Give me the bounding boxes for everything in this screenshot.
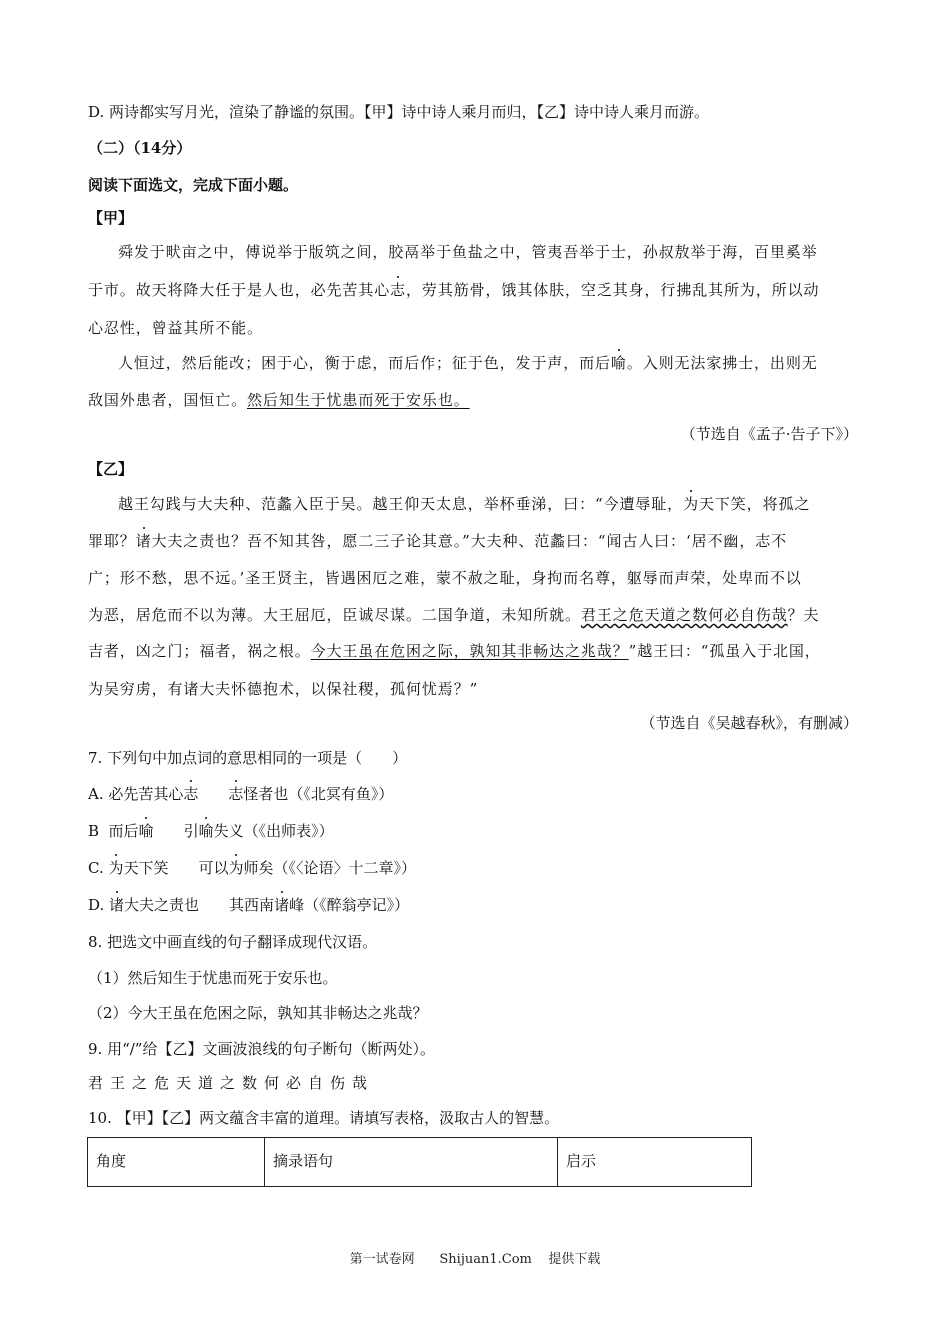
text-segment: 失义（《出师表》）	[213, 822, 334, 840]
prev-question-option-d: D. 两诗都实写月光，渲染了静谧的氛围。【甲】诗中诗人乘月而归，【乙】诗中诗人乘月而游。	[88, 103, 710, 121]
text-segment: 引	[153, 822, 199, 840]
text-segment: ？夫	[787, 606, 820, 624]
passage-yi-line	[88, 605, 819, 625]
question-9-stem: 9. 用“/”给【乙】文画波浪线的句子断句（断两处）。	[88, 1040, 435, 1058]
dotted-char: 诸	[274, 896, 290, 914]
passage-yi-line	[88, 531, 787, 551]
wavy-sentence: 君王之危天道之数何必自伤哉	[580, 606, 788, 624]
passage-yi-line	[118, 494, 810, 514]
page-footer: 第一试卷网 Shijuan1.Com 提供下载	[349, 1252, 601, 1267]
passage-yi-line: 广；形不愁，思不远。’圣王贤主，皆遇困厄之难，蒙不赦之耻，身拘而名尊，躯辱而声荣，处卑而不以	[88, 569, 802, 587]
text-segment: 人恒过，然后能改；困于心，衡于虑，而后作；征于色，发于声，而后	[118, 354, 611, 372]
dotted-char: 为	[228, 859, 244, 877]
passage-jia-line	[88, 280, 819, 300]
underlined-sentence: 今大王虽在危困之际，孰知其非畅达之兆哉？	[310, 642, 629, 660]
underlined-sentence: 然后知生于忧患而死于安乐也。	[247, 391, 470, 409]
text-segment: 天下笑 可以	[123, 859, 229, 877]
text-segment: B 而后	[88, 822, 139, 840]
text-segment: 敌国外患者，国恒亡。	[88, 391, 248, 409]
question-8-sentence-2: （2）今大王虽在危困之际，孰知其非畅达之兆哉？	[88, 1004, 428, 1022]
reading-instruction: 阅读下面选文，完成下面小题。	[88, 176, 299, 194]
dotted-char: 为	[683, 495, 699, 513]
text-segment: D.	[88, 896, 110, 914]
passage-yi-source: （节选自《吴越春秋》，有删减）	[640, 714, 858, 732]
text-segment: 大夫之责也 其西南	[124, 896, 275, 914]
question-9-sentence: 君王之危天道之数何必自伤哉	[88, 1074, 375, 1092]
question-10-stem: 10. 【甲】【乙】两文蕴含丰富的道理。请填写表格，汲取古人的智慧。	[88, 1109, 560, 1127]
passage-jia-label: 【甲】	[88, 209, 134, 227]
table-header-quote: 摘录语句	[265, 1138, 558, 1187]
dotted-char: 诸	[109, 896, 125, 914]
question-7-stem: 7. 下列句中加点词的意思相同的一项是（ ）	[88, 749, 408, 767]
text-segment: ，劳其筋骨，饿其体肤，空乏其身，行拂乱其所为，所以动	[406, 281, 820, 299]
text-segment: 怪者也（《北冥有鱼》）	[243, 785, 394, 803]
question-7-option-d	[88, 895, 409, 915]
question-7-option-c	[88, 858, 416, 878]
text-segment: C.	[88, 859, 109, 877]
passage-jia-line: 心忍性，曾益其所不能。	[88, 319, 263, 337]
passage-jia-line	[118, 353, 818, 373]
question-7-option-a	[88, 784, 393, 804]
dotted-char: 为	[108, 859, 124, 877]
dotted-char: 诸	[135, 532, 152, 550]
dotted-char: 志	[228, 785, 244, 803]
passage-jia-line: 舜发于畎亩之中，傅说举于版筑之间，胶鬲举于鱼盐之中，管夷吾举于士，孙叔敖举于海，百里奚举	[118, 243, 818, 261]
passage-yi-line: 为吴穷虏，有诸大夫怀德抱术，以保社稷，孤何忧焉？”	[88, 680, 479, 698]
passage-yi-line	[88, 641, 821, 661]
table-header-insight: 启示	[558, 1138, 752, 1187]
passage-yi-label: 【乙】	[88, 460, 134, 478]
text-segment: 峰（《醉翁亭记》）	[289, 896, 410, 914]
question-8-sentence-1: （1）然后知生于忧患而死于安乐也。	[88, 969, 338, 987]
dotted-char: 喻	[138, 822, 154, 840]
text-segment: 于市。故天将降大任于是人也，必先苦其心	[88, 281, 391, 299]
text-segment: 天下笑，将孤之	[698, 495, 811, 513]
question-8-stem: 8. 把选文中画直线的句子翻译成现代汉语。	[88, 933, 378, 951]
table-row	[88, 1138, 752, 1187]
section-title: （二）（14分）	[88, 139, 192, 157]
dotted-char: 志	[390, 281, 407, 299]
text-segment: 为恶，居危而不以为薄。大王屈厄，臣诚尽谋。二国争道，未知所就。	[88, 606, 581, 624]
question-7-option-b	[88, 821, 334, 841]
table-header-angle: 角度	[88, 1138, 265, 1187]
dotted-char: 喻	[198, 822, 214, 840]
text-segment: A. 必先苦其心	[88, 785, 184, 803]
text-segment: 罪耶？	[88, 532, 136, 550]
dotted-char: 志	[183, 785, 199, 803]
answer-table	[87, 1137, 752, 1187]
passage-jia-source: （节选自《孟子·告子下》）	[680, 425, 858, 443]
text-segment: 师矣（《〈论语〉十二章》）	[243, 859, 417, 877]
text-segment	[198, 785, 228, 803]
text-segment: 吉者，凶之门；福者，祸之根。	[88, 642, 311, 660]
text-segment: 越王勾践与大夫种、范蠡入臣于吴。越王仰天太息，举杯垂涕，曰：“今遭辱耻，	[118, 495, 684, 513]
text-segment: 。入则无法家拂士，出则无	[626, 354, 818, 372]
passage-jia-line	[88, 390, 470, 410]
text-segment: ”越王曰：“孤虽入于北国，	[628, 642, 821, 660]
text-segment: 大夫之责也？吾不知其咎，愿二三子论其意。”大夫种、范蠡曰：“闻古人曰：‘居不幽，志不	[151, 532, 788, 550]
dotted-char: 喻	[610, 354, 627, 372]
